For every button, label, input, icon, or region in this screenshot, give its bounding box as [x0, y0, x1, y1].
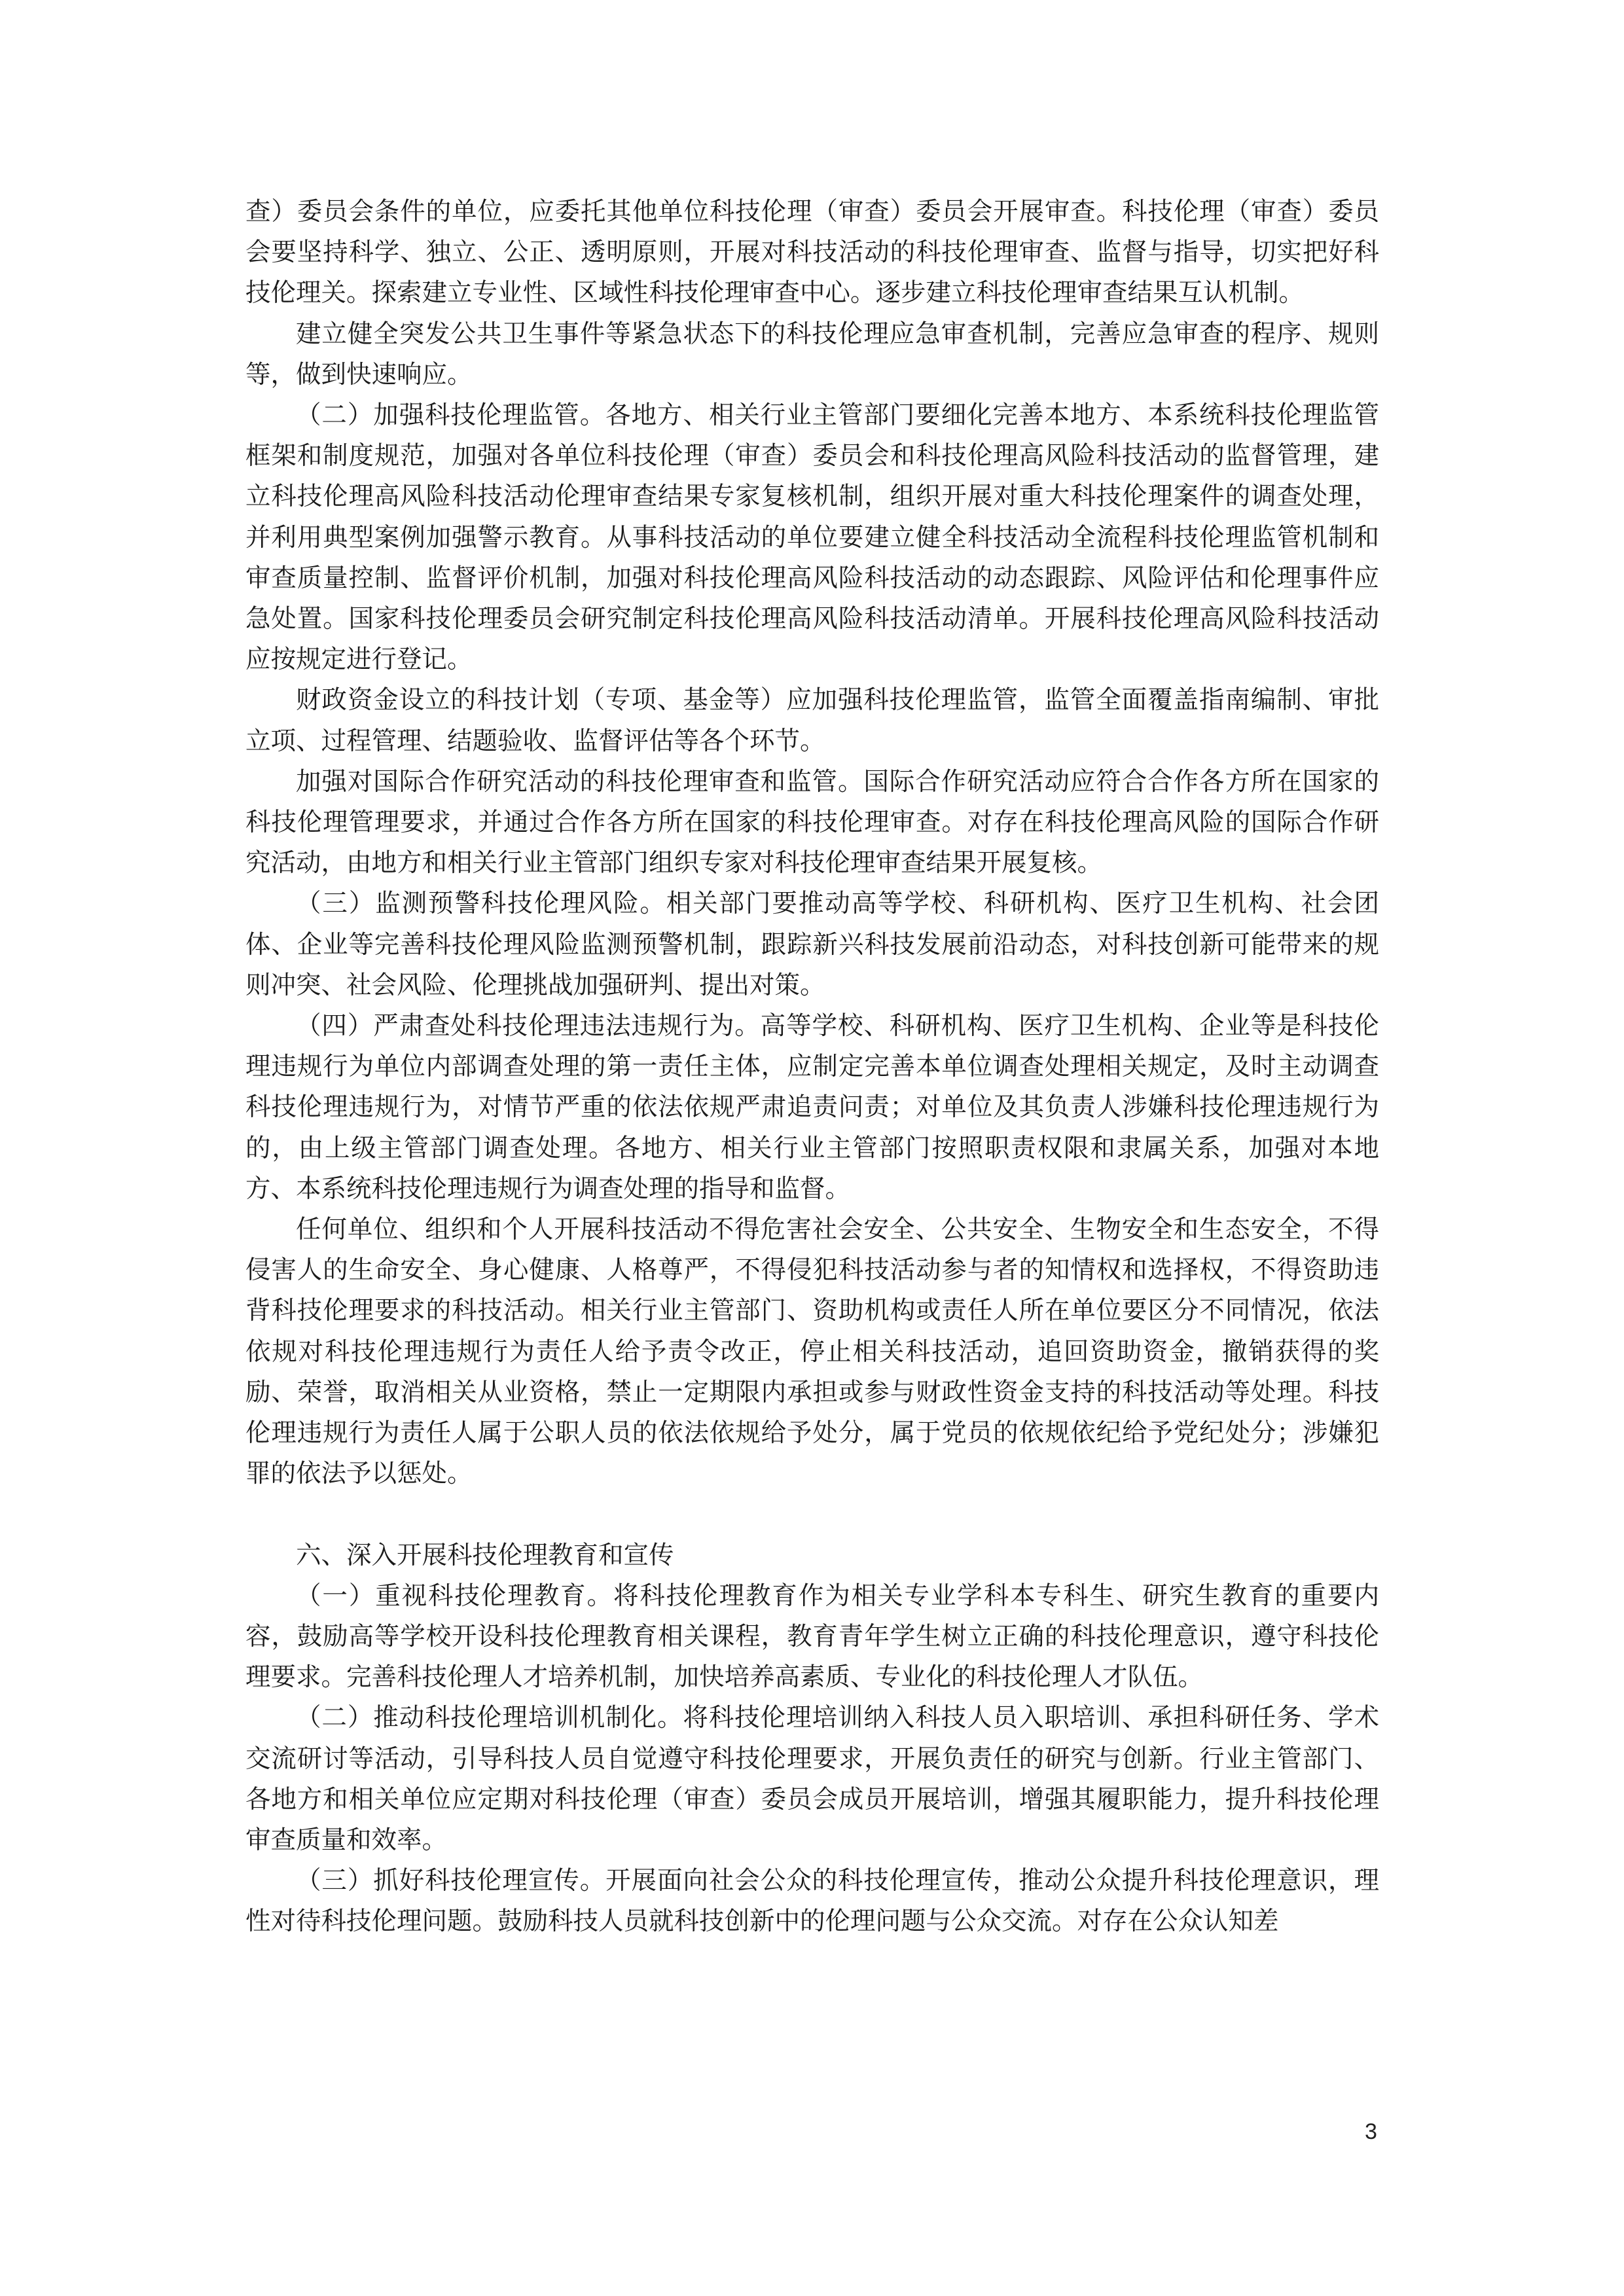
paragraph-international-cooperation: 加强对国际合作研究活动的科技伦理审查和监管。国际合作研究活动应符合合作各方所在国家的科技伦理管理要求，并通过合作各方所在国家的科技伦理审查。对存在科技伦理高风险的国际合作研究活动，由地方和相关行业主管部门组织专家对科技伦理审查结果开展复核。 [245, 766, 1379, 878]
paragraph-continuation: 查）委员会条件的单位，应委托其他单位科技伦理（审查）委员会开展审查。科技伦理（审查）委员会要坚持科学、独立、公正、透明原则，开展对科技活动的科技伦理审查、监督与指导，切实把好科技伦理关。探索建立专业性、区域性科技伦理审查中心。逐步建立科技伦理审查结果互认机制。 [245, 197, 1379, 308]
paragraph-supervision: （二）加强科技伦理监管。各地方、相关行业主管部门要细化完善本地方、本系统科技伦理监管框架和制度规范，加强对各单位科技伦理（审查）委员会和科技伦理高风险科技活动的监督管理，建立科技伦理高风险科技活动伦理审查结果专家复核机制，组织开展对重大科技伦理案件的调查处理，并利用典型案例加强警示教育。从事科技活动的单位要建立健全科技活动全流程科技伦理监管机制和审查质量控制、监督评价机制，加强对科技伦理高风险科技活动的动态跟踪、风险评估和伦理事件应急处置。国家科技伦理委员会研究制定科技伦理高风险科技活动清单。开展科技伦理高风险科技活动应按规定进行登记。 [245, 401, 1379, 675]
paragraph-ethics-education: （一）重视科技伦理教育。将科技伦理教育作为相关专业学科本专科生、研究生教育的重要内容，鼓励高等学校开设科技伦理教育相关课程，教育青年学生树立正确的科技伦理意识，遵守科技伦理要求。完善科技伦理人才培养机制，加快培养高素质、专业化的科技伦理人才队伍。 [245, 1581, 1379, 1693]
document-body [245, 192, 1379, 1943]
paragraph-violations: （四）严肃查处科技伦理违法违规行为。高等学校、科研机构、医疗卫生机构、企业等是科技伦理违规行为单位内部调查处理的第一责任主体，应制定完善本单位调查处理相关规定，及时主动调查科技伦理违规行为，对情节严重的依法依规严肃追责问责；对单位及其负责人涉嫌科技伦理违规行为的，由上级主管部门调查处理。各地方、相关行业主管部门按照职责权限和隶属关系，加强对本地方、本系统科技伦理违规行为调查处理的指导和监督。 [245, 1011, 1379, 1204]
paragraph-emergency-review: 建立健全突发公共卫生事件等紧急状态下的科技伦理应急审查机制，完善应急审查的程序、规则等，做到快速响应。 [245, 319, 1379, 389]
section-heading: 六、深入开展科技伦理教育和宣传 [296, 1540, 674, 1570]
paragraph-prohibitions: 任何单位、组织和个人开展科技活动不得危害社会安全、公共安全、生物安全和生态安全，不得侵害人的生命安全、身心健康、人格尊严，不得侵犯科技活动参与者的知情权和选择权，不得资助违背科技伦理要求的科技活动。相关行业主管部门、资助机构或责任人所在单位要区分不同情况，依法依规对科技伦理违规行为责任人给予责令改正，停止相关科技活动，追回资助资金，撤销获得的奖励、荣誉，取消相关从业资格，禁止一定期限内承担或参与财政性资金支持的科技活动等处理。科技伦理违规行为责任人属于公职人员的依法依规给予处分，属于党员的依规依纪给予党纪处分；涉嫌犯罪的依法予以惩处。 [245, 1215, 1379, 1489]
paragraph-risk-monitoring: （三）监测预警科技伦理风险。相关部门要推动高等学校、科研机构、医疗卫生机构、社会团体、企业等完善科技伦理风险监测预警机制，跟踪新兴科技发展前沿动态，对科技创新可能带来的规则冲突、社会风险、伦理挑战加强研判、提出对策。 [245, 889, 1379, 1000]
paragraph-ethics-training: （二）推动科技伦理培训机制化。将科技伦理培训纳入科技人员入职培训、承担科研任务、学术交流研讨等活动，引导科技人员自觉遵守科技伦理要求，开展负责任的研究与创新。行业主管部门、各地方和相关单位应定期对科技伦理（审查）委员会成员开展培训，增强其履职能力，提升科技伦理审查质量和效率。 [245, 1703, 1379, 1855]
paragraph-ethics-publicity: （三）抓好科技伦理宣传。开展面向社会公众的科技伦理宣传，推动公众提升科技伦理意识，理性对待科技伦理问题。鼓励科技人员就科技创新中的伦理问题与公众交流。对存在公众认知差 [245, 1866, 1379, 1937]
section-spacer [245, 1495, 1379, 1535]
paragraph-fiscal-funds: 财政资金设立的科技计划（专项、基金等）应加强科技伦理监管，监管全面覆盖指南编制、审批立项、过程管理、结题验收、监督评估等各个环节。 [245, 685, 1379, 756]
page-number: 3 [1365, 2119, 1377, 2144]
